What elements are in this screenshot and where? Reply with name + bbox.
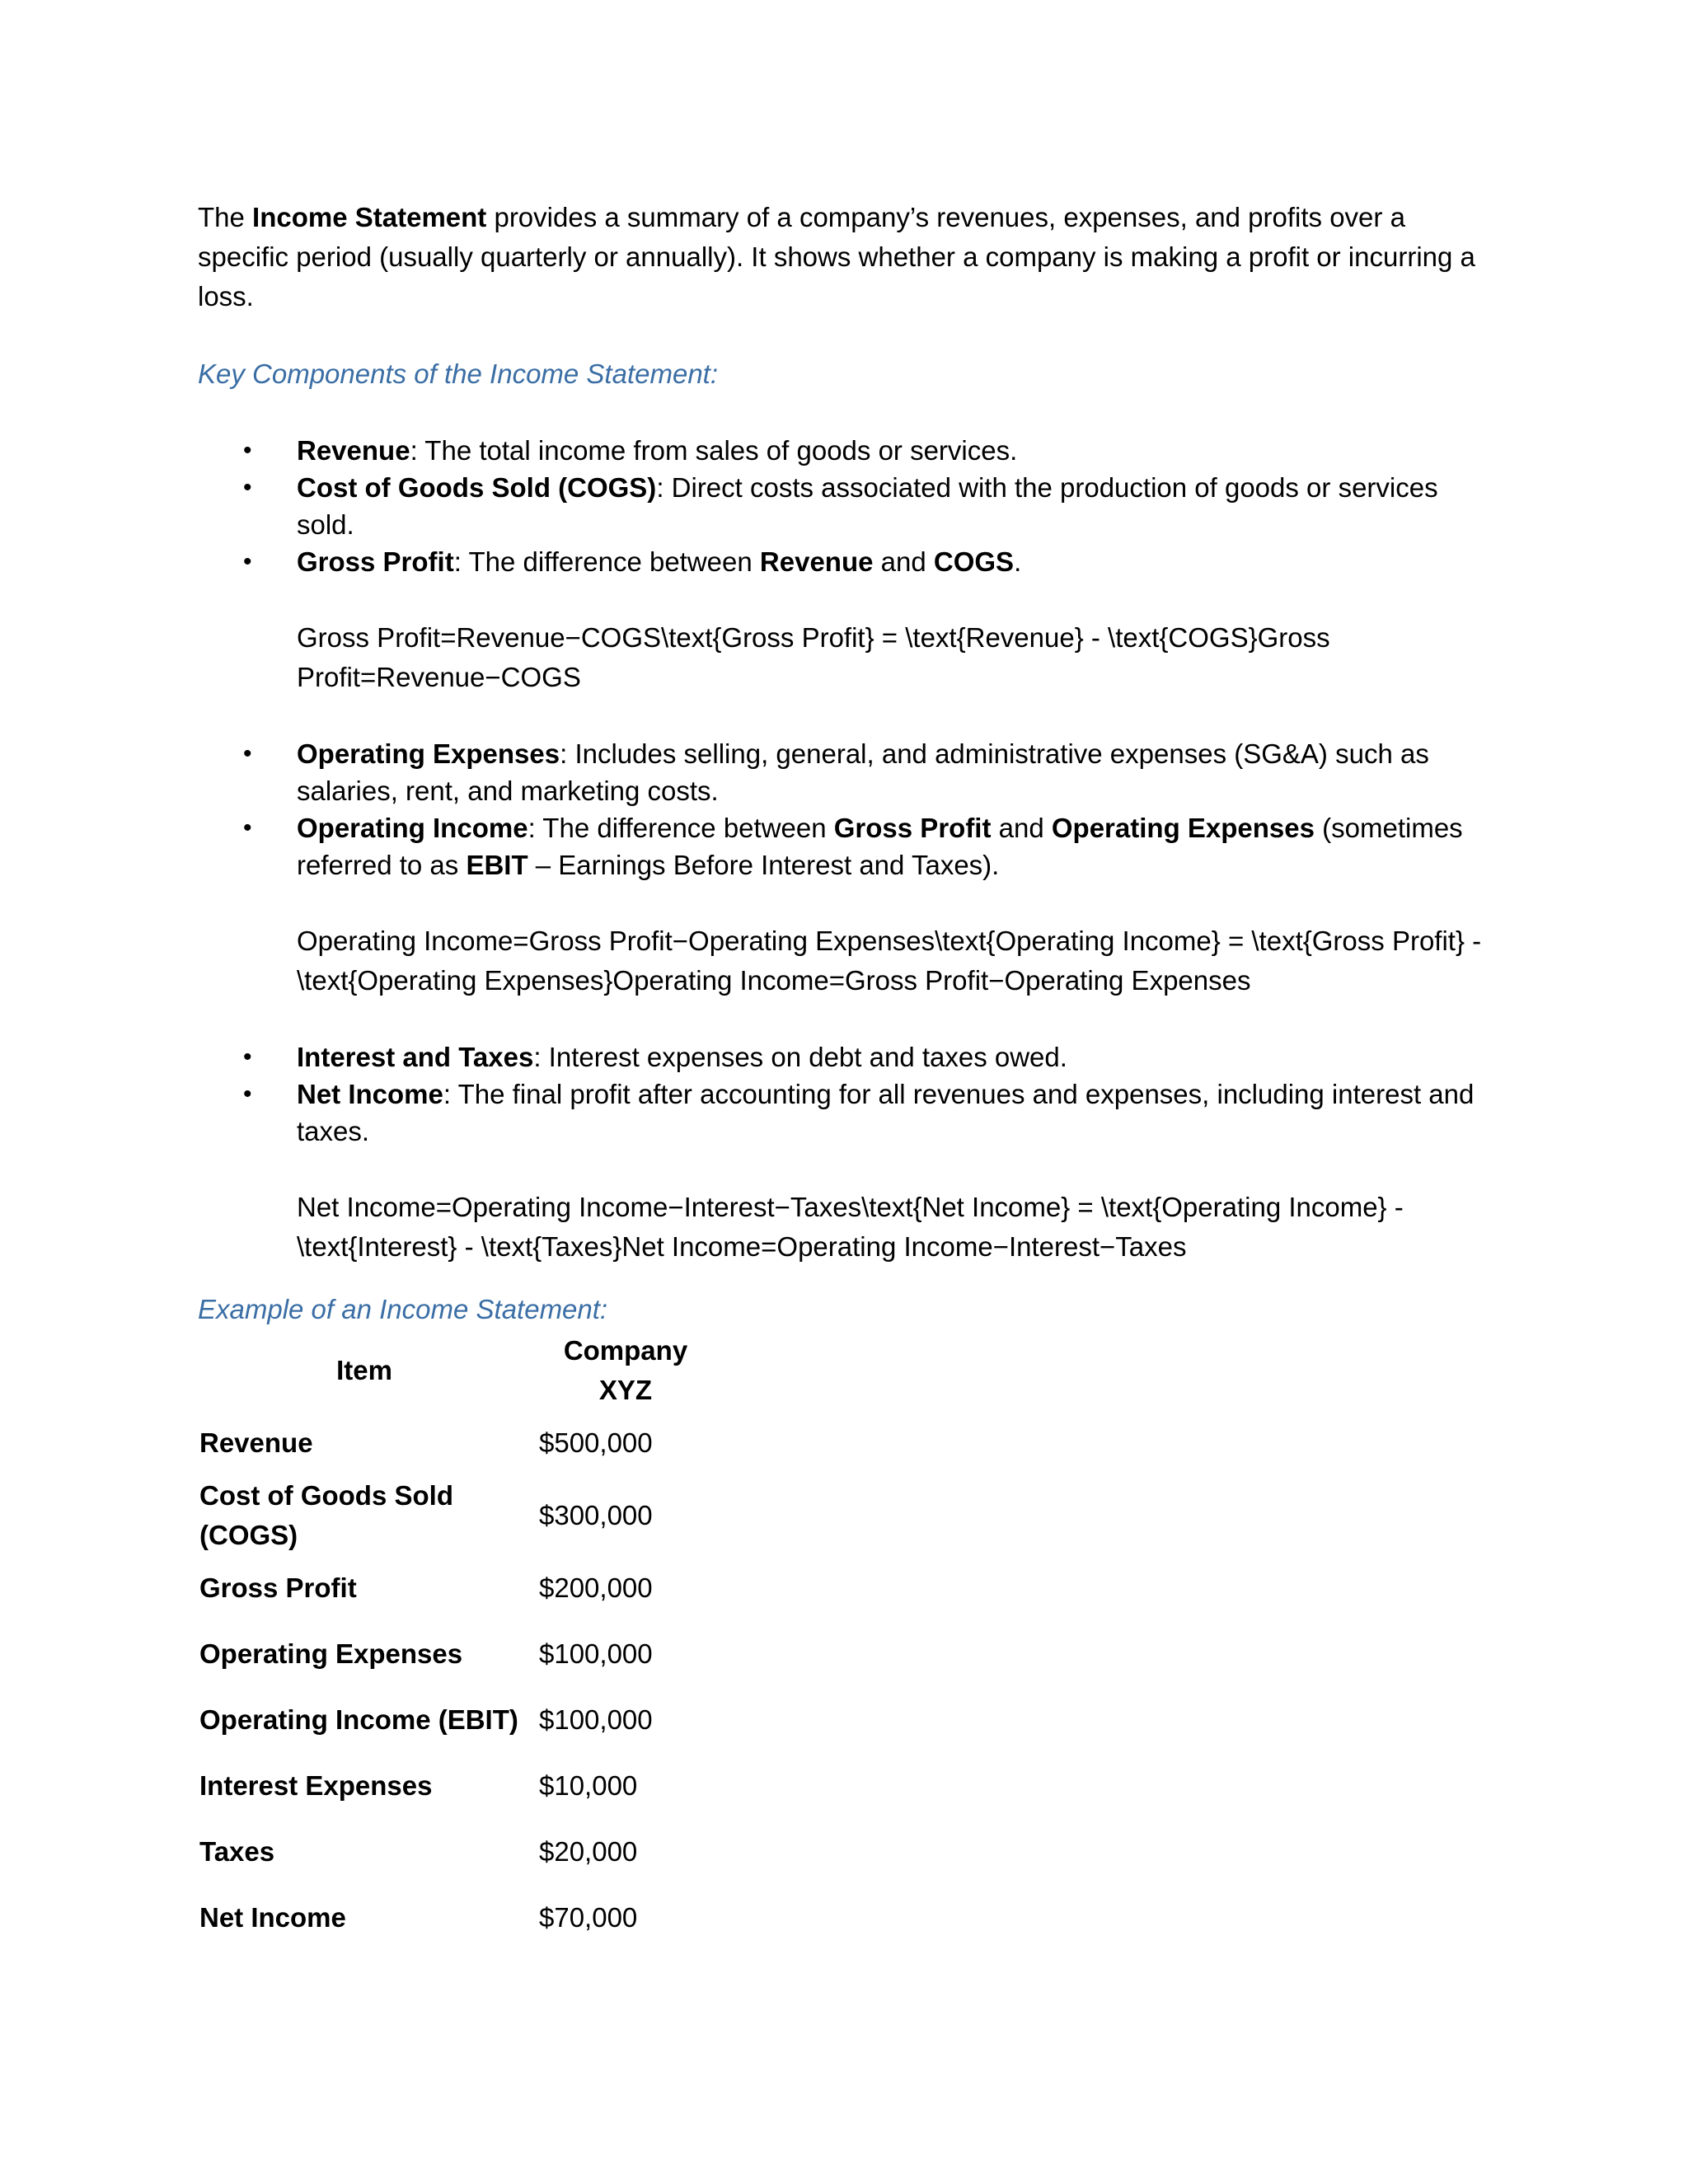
bullet-icon: • [243,548,252,575]
formula-net-income: Net Income=Operating Income−Interest−Taxes\text{Net Income} = \text{Operating Income} - \text{Interest} - \text{Taxes}Net Income=Operating Income−Interest−Taxes [297,1192,1404,1262]
table-row [198,1410,720,1476]
table-row [198,1476,720,1555]
row-value: $200,000 [539,1572,653,1603]
column-header-item: Item [336,1355,392,1385]
row-label: Cost of Goods Sold (COGS) [199,1480,453,1550]
list-item-gross-profit: • Gross Profit: The difference between Revenue and COGS. [198,543,1484,580]
table-row [198,1885,720,1951]
row-value: $500,000 [539,1427,653,1458]
bullet-icon: • [243,1080,252,1108]
bullet-icon: • [243,814,252,841]
components-list-3 [198,1038,1484,1150]
table-row [198,1555,720,1621]
table-row [198,1687,720,1753]
components-list-2 [198,735,1484,883]
list-item-cogs: • Cost of Goods Sold (COGS): Direct costs associated with the production of goods or services sold. [198,469,1484,543]
table-header-row [198,1331,720,1410]
components-list [198,432,1484,580]
row-label: Operating Expenses [199,1638,463,1669]
bullet-icon: • [243,437,252,464]
row-value: $10,000 [539,1770,638,1801]
bullet-icon: • [243,1043,252,1071]
row-value: $20,000 [539,1836,638,1867]
list-item-net-income: • Net Income: The final profit after accounting for all revenues and expenses, including interest and taxes. [198,1076,1484,1150]
list-item-operating-income: • Operating Income: The difference between Gross Profit and Operating Expenses (sometimes referred to as EBIT – Earnings Before Interest and Taxes). [198,809,1484,883]
table-row [198,1819,720,1885]
row-label: Net Income [199,1902,346,1933]
bullet-icon: • [243,740,252,767]
formula-gross-profit: Gross Profit=Revenue−COGS\text{Gross Profit} = \text{Revenue} - \text{COGS}Gross Profit=Revenue−COGS [297,622,1330,692]
row-label: Operating Income (EBIT) [199,1704,518,1735]
list-item-revenue: • Revenue: The total income from sales of goods or services. [198,432,1484,469]
table-row [198,1753,720,1819]
document-page [198,198,1484,1951]
intro-paragraph: The Income Statement provides a summary of a company’s revenues, expenses, and profits over a specific period (usually quarterly or annually). It shows whether a company is making a profit or incurring a loss. [198,202,1475,312]
row-value: $70,000 [539,1902,638,1933]
row-label: Interest Expenses [199,1770,433,1801]
formula-operating-income: Operating Income=Gross Profit−Operating Expenses\text{Operating Income} = \text{Gross Profit} - \text{Operating Expenses}Operating Income=Gross Profit−Operating Expenses [297,926,1482,996]
row-label: Taxes [199,1836,275,1867]
row-value: $100,000 [539,1638,653,1669]
income-statement-table [198,1331,720,1951]
table-row [198,1621,720,1687]
list-item-interest-taxes: • Interest and Taxes: Interest expenses on debt and taxes owed. [198,1038,1484,1076]
column-header-company: Company XYZ [563,1335,688,1405]
row-value: $100,000 [539,1704,653,1735]
heading-key-components: Key Components of the Income Statement: [198,359,719,389]
list-item-operating-expenses: • Operating Expenses: Includes selling, general, and administrative expenses (SG&A) such as salaries, rent, and marketing costs. [198,735,1484,809]
heading-example: Example of an Income Statement: [198,1294,608,1324]
row-value: $300,000 [539,1500,653,1530]
intro-bold-term: Income Statement [252,202,487,232]
bullet-icon: • [243,474,252,501]
row-label: Gross Profit [199,1572,357,1603]
row-label: Revenue [199,1427,313,1458]
